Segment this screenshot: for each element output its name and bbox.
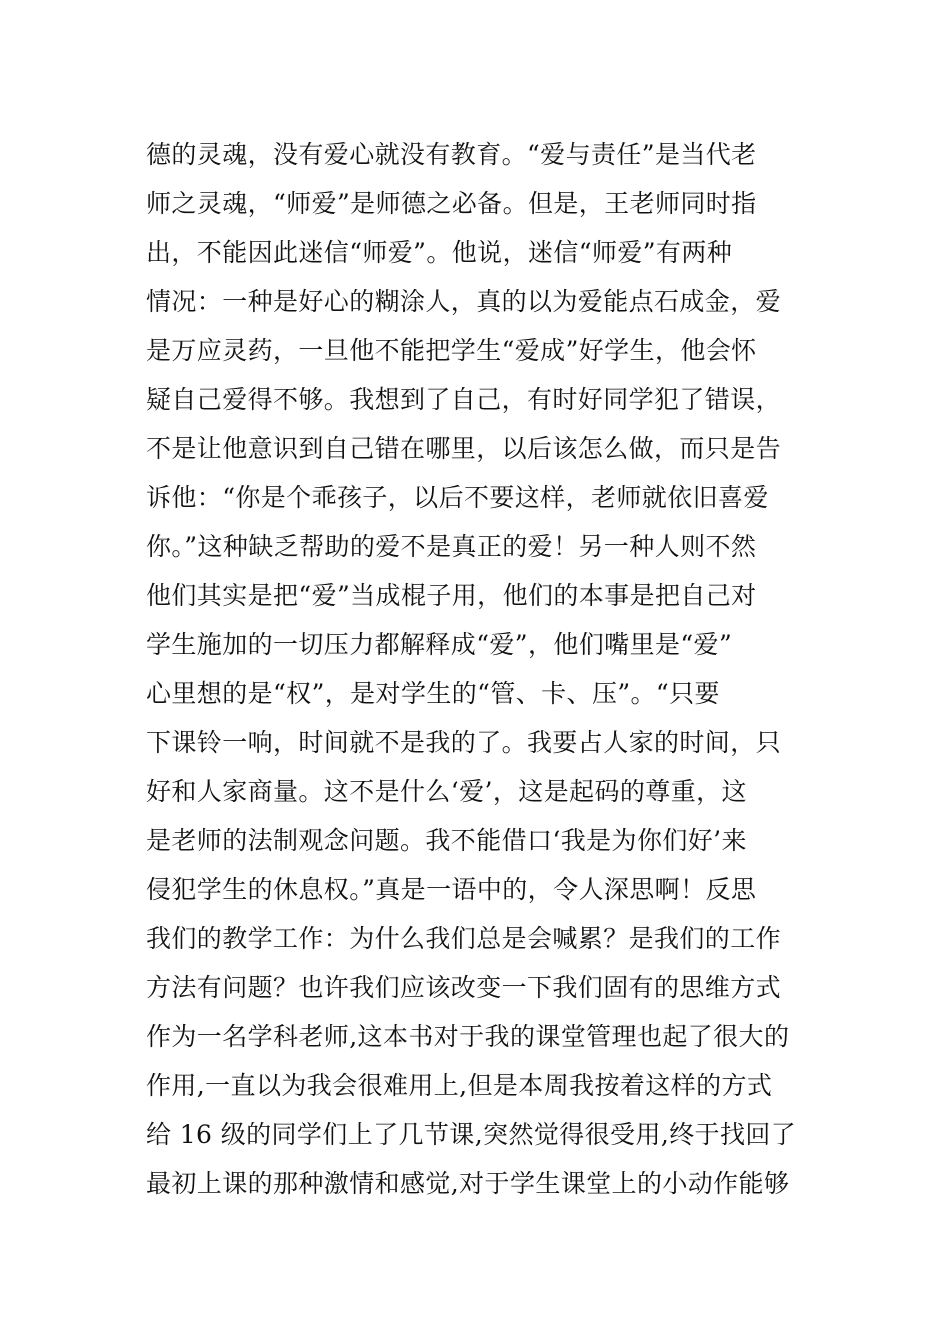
text-line: 不是让他意识到自己错在哪里，以后该怎么做，而只是告 <box>146 434 782 463</box>
text-line: 德的灵魂，没有爱心就没有教育。“爱与责任”是当代老 <box>146 140 757 169</box>
text-line: 是老师的法制观念问题。我不能借口‘我是为你们好’来 <box>146 826 747 855</box>
text-line: 你。”这种缺乏帮助的爱不是真正的爱！另一种人则不然 <box>146 532 757 561</box>
text-line: 好和人家商量。这不是什么‘爱’，这是起码的尊重，这 <box>146 777 747 806</box>
text-line: 作为一名学科老师,这本书对于我的课堂管理也起了很大的 <box>146 1022 790 1051</box>
text-line: 是万应灵药，一旦他不能把学生“爱成”好学生，他会怀 <box>146 336 757 365</box>
text-line: 方法有问题？也许我们应该改变一下我们固有的思维方式 <box>146 973 782 1002</box>
text-line: 诉他：“你是个乖孩子，以后不要这样，老师就依旧喜爱 <box>146 483 769 512</box>
text-line: 师之灵魂，“师爱”是师德之必备。但是，王老师同时指 <box>146 189 757 218</box>
text-line: 下课铃一响，时间就不是我的了。我要占人家的时间，只 <box>146 728 782 757</box>
text-line: 侵犯学生的休息权。”真是一语中的，令人深思啊！反思 <box>146 875 757 904</box>
text-line: 作用,一直以为我会很难用上,但是本周我按着这样的方式 <box>146 1071 773 1100</box>
text-line: 出，不能因此迷信“师爱”。他说，迷信“师爱”有两种 <box>146 238 733 267</box>
text-line: 学生施加的一切压力都解释成“爱”，他们嘴里是“爱” <box>146 630 733 659</box>
body-text <box>146 130 826 1208</box>
text-line: 我们的教学工作：为什么我们总是会喊累？是我们的工作 <box>146 924 782 953</box>
text-line: 疑自己爱得不够。我想到了自己，有时好同学犯了错误， <box>146 385 782 414</box>
text-line: 他们其实是把“爱”当成棍子用，他们的本事是把自己对 <box>146 581 757 610</box>
text-line: 情况：一种是好心的糊涂人，真的以为爱能点石成金，爱 <box>146 287 782 316</box>
text-line: 最初上课的那种激情和感觉,对于学生课堂上的小动作能够 <box>146 1169 790 1198</box>
text-line: 心里想的是“权”，是对学生的“管、卡、压”。“只要 <box>146 679 720 708</box>
text-line: 给 16 级的同学们上了几节课,突然觉得很受用,终于找回了 <box>146 1120 797 1149</box>
